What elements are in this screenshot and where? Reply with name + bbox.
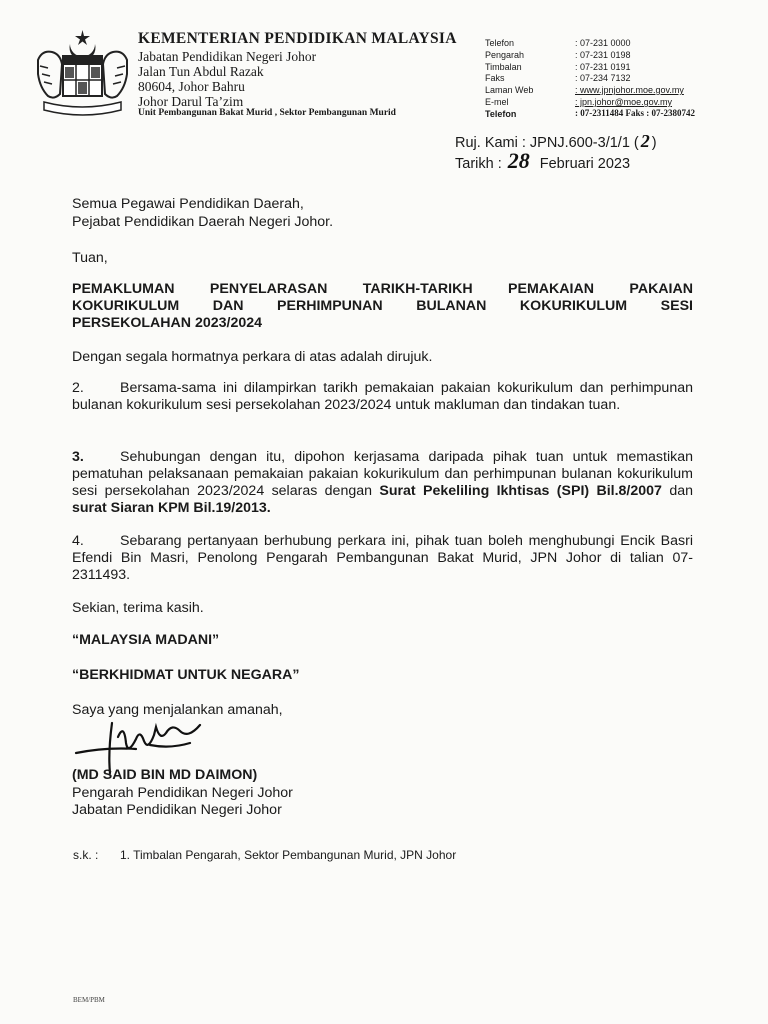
address-line: Jabatan Pendidikan Negeri Johor (138, 49, 317, 64)
recipient-line: Semua Pegawai Pendidikan Daerah, (72, 196, 304, 212)
signatory-title: Pengarah Pendidikan Negeri Johor (72, 785, 293, 801)
reference-number: Ruj. Kami : JPNJ.600-3/1/1 ( 2 ) (455, 131, 657, 151)
contact-value: : 07-2311484 Faks : 07-2380742 (575, 108, 695, 118)
letter-date: Tarikh : 28 Februari 2023 (455, 148, 631, 173)
contact-value: : 07-231 0000 (575, 38, 631, 48)
contact-label: Pengarah (485, 50, 525, 60)
handwritten-signature (72, 715, 232, 775)
signatory-name: (MD SAID BIN MD DAIMON) (72, 767, 258, 783)
letter-subject: PEMAKLUMAN PENYELARASAN TARIKH-TARIKH PEMAKAIAN PAKAIAN KOKURIKULUM DAN PERHIMPUNAN BULANAN KOKURIKULUM SESI PERSEKOLAHAN 2023/2024 (72, 281, 693, 331)
contact-label: Timbalan (485, 62, 522, 72)
paragraph-4: 4. Sebarang pertanyaan berhubung perkara ini, pihak tuan boleh menghubungi Encik Basri Efendi Bin Masri, Penolong Pengarah Pembangunan Bakat Murid, JPN Johor di talian 07-2311493. (72, 533, 693, 583)
paragraph-1: Dengan segala hormatnya perkara di atas adalah dirujuk. (72, 349, 433, 365)
cc-item: 1. Timbalan Pengarah, Sektor Pembangunan Murid, JPN Johor (120, 848, 457, 862)
contact-value: : 07-231 0191 (575, 62, 631, 72)
closing-trust: Saya yang menjalankan amanah, (72, 702, 283, 718)
slogan-malaysia-madani: “MALAYSIA MADANI” (72, 632, 220, 648)
handwritten-ref-number: 2 (640, 131, 650, 151)
address-line: 80604, Johor Bahru (138, 79, 245, 94)
handwritten-day: 28 (507, 148, 530, 173)
contact-label: E-mel (485, 97, 509, 107)
contact-value: : 07-234 7132 (575, 73, 631, 83)
unit-name: Unit Pembangunan Bakat Murid , Sektor Pembangunan Murid (138, 108, 396, 118)
signatory-department: Jabatan Pendidikan Negeri Johor (72, 802, 282, 818)
website-link[interactable]: : www.jpnjohor.moe.gov.my (575, 85, 684, 95)
malaysia-coat-of-arms-logo (30, 30, 135, 116)
contact-label: Telefon (485, 109, 517, 119)
contact-label: Laman Web (485, 85, 534, 95)
contact-label: Faks (485, 73, 505, 83)
contact-value: : 07-231 0198 (575, 50, 631, 60)
address-line: Johor Darul Ta’zim (138, 94, 244, 109)
paragraph-3: 3. Sehubungan dengan itu, dipohon kerjasama daripada pihak tuan untuk memastikan pematuhan pelaksanaan pemakaian pakaian kokurikulum dan perhimpunan bulanan kokurikulum sesi persekolahan 2023/2024 selaras dengan Surat Pekeliling Ikhtisas (SPI) Bil.8/2007 dan surat Siaran KPM Bil.19/2013. (72, 449, 693, 516)
contact-label: Telefon (485, 38, 515, 48)
cc-label: s.k. : (73, 848, 99, 862)
recipient-line: Pejabat Pendidikan Daerah Negeri Johor. (72, 214, 334, 230)
ministry-name: KEMENTERIAN PENDIDIKAN MALAYSIA (138, 30, 457, 47)
email-link[interactable]: : jpn.johor@moe.gov.my (575, 97, 673, 107)
closing-thanks: Sekian, terima kasih. (72, 600, 204, 616)
salutation: Tuan, (72, 250, 108, 266)
address-line: Jalan Tun Abdul Razak (138, 64, 264, 79)
slogan-berkhidmat: “BERKHIDMAT UNTUK NEGARA” (72, 667, 300, 683)
footer-code: BEM/PBM (73, 996, 105, 1004)
paragraph-2: 2. Bersama-sama ini dilampirkan tarikh pemakaian pakaian kokurikulum dan perhimpunan bulanan kokurikulum sesi persekolahan 2023/2024 untuk makluman dan tindakan tuan. (72, 380, 693, 413)
